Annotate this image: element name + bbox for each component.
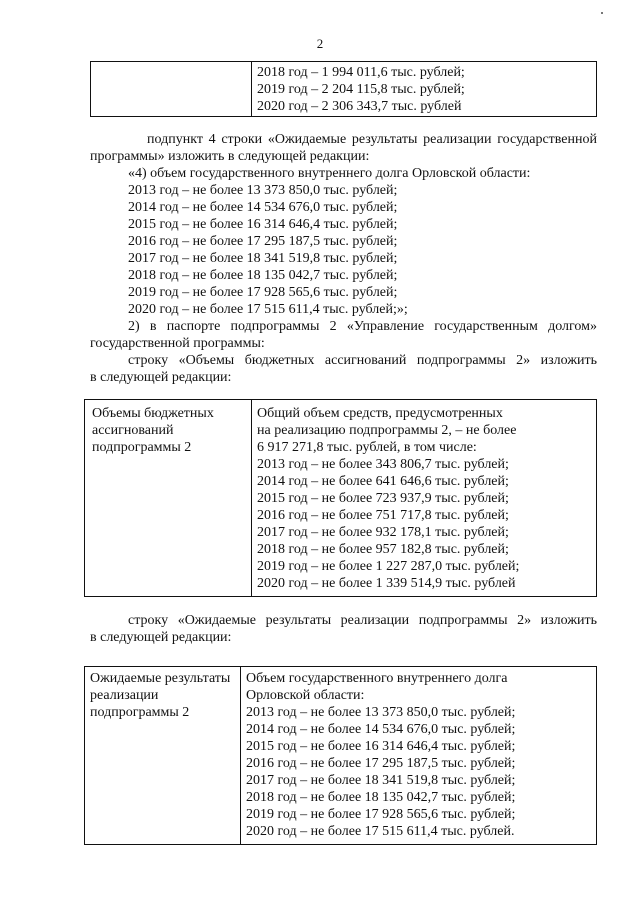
table-results-divider: [240, 666, 241, 845]
table-line: 2019 год – не более 17 928 565,6 тыс. рублей;: [246, 807, 516, 822]
table-line: на реализацию подпрограммы 2, – не более: [257, 423, 517, 438]
table-line: реализации: [90, 688, 159, 703]
table-budget-divider: [251, 399, 252, 597]
table-line: 2019 год – не более 1 227 287,0 тыс. рублей;: [257, 559, 520, 574]
table-line: 2017 год – не более 18 341 519,8 тыс. рублей;: [246, 773, 516, 788]
table-line: 2018 год – не более 957 182,8 тыс. рублей;: [257, 542, 509, 557]
table-line: Общий объем средств, предусмотренных: [257, 406, 503, 421]
table-line: подпрограммы 2: [92, 440, 192, 455]
paragraph-line: программы» изложить в следующей редакции:: [90, 149, 370, 164]
table-line: 2014 год – не более 14 534 676,0 тыс. рублей;: [246, 722, 516, 737]
table-line: 2014 год – не более 641 646,6 тыс. рублей;: [257, 474, 509, 489]
table-line: 2018 год – 1 994 011,6 тыс. рублей;: [257, 65, 465, 80]
table-line: 2020 год – не более 17 515 611,4 тыс. рублей.: [246, 824, 515, 839]
list-item: 2019 год – не более 17 928 565,6 тыс. рублей;: [128, 285, 398, 300]
table-line: 2020 год – не более 1 339 514,9 тыс. рублей: [257, 576, 516, 591]
table-line: 2013 год – не более 343 806,7 тыс. рублей;: [257, 457, 509, 472]
table-line: 2018 год – не более 18 135 042,7 тыс. рублей;: [246, 790, 516, 805]
table-line: 2020 год – 2 306 343,7 тыс. рублей: [257, 99, 462, 114]
table-line: 2016 год – не более 751 717,8 тыс. рублей;: [257, 508, 509, 523]
list-item: 2016 год – не более 17 295 187,5 тыс. рублей;: [128, 234, 398, 249]
table-line: 2017 год – не более 932 178,1 тыс. рублей;: [257, 525, 509, 540]
table-line: подпрограммы 2: [90, 705, 190, 720]
list-item: 2020 год – не более 17 515 611,4 тыс. рублей;»;: [128, 302, 408, 317]
scan-speck: [601, 12, 603, 14]
paragraph-line: 2) в паспорте подпрограммы 2 «Управление государственным долгом»: [128, 319, 597, 334]
paragraph-line: подпункт 4 строки «Ожидаемые результаты реализации государственной: [147, 132, 597, 147]
table-line: 2019 год – 2 204 115,8 тыс. рублей;: [257, 82, 465, 97]
list-item: 2015 год – не более 16 314 646,4 тыс. рублей;: [128, 217, 398, 232]
paragraph-line: строку «Ожидаемые результаты реализации подпрограммы 2» изложить: [128, 613, 597, 628]
table-line: Объем государственного внутреннего долга: [246, 671, 508, 686]
table-continuation-divider: [251, 61, 252, 117]
list-heading: «4) объем государственного внутреннего долга Орловской области:: [128, 166, 531, 181]
table-line: 2013 год – не более 13 373 850,0 тыс. рублей;: [246, 705, 516, 720]
table-line: 2015 год – не более 723 937,9 тыс. рублей;: [257, 491, 509, 506]
paragraph-line: в следующей редакции:: [90, 630, 232, 645]
table-line: 2015 год – не более 16 314 646,4 тыс. рублей;: [246, 739, 516, 754]
list-item: 2014 год – не более 14 534 676,0 тыс. рублей;: [128, 200, 398, 215]
table-line: Орловской области:: [246, 688, 365, 703]
paragraph-line: в следующей редакции:: [90, 370, 232, 385]
table-line: ассигнований: [92, 423, 174, 438]
table-line: 6 917 271,8 тыс. рублей, в том числе:: [257, 440, 477, 455]
list-item: 2017 год – не более 18 341 519,8 тыс. рублей;: [128, 251, 398, 266]
page-number: 2: [316, 36, 324, 51]
list-item: 2013 год – не более 13 373 850,0 тыс. рублей;: [128, 183, 398, 198]
table-line: 2016 год – не более 17 295 187,5 тыс. рублей;: [246, 756, 516, 771]
table-line: Ожидаемые результаты: [90, 671, 231, 686]
table-line: Объемы бюджетных: [92, 406, 214, 421]
list-item: 2018 год – не более 18 135 042,7 тыс. рублей;: [128, 268, 398, 283]
paragraph-line: строку «Объемы бюджетных ассигнований подпрограммы 2» изложить: [128, 353, 597, 368]
paragraph-line: государственной программы:: [90, 336, 265, 351]
